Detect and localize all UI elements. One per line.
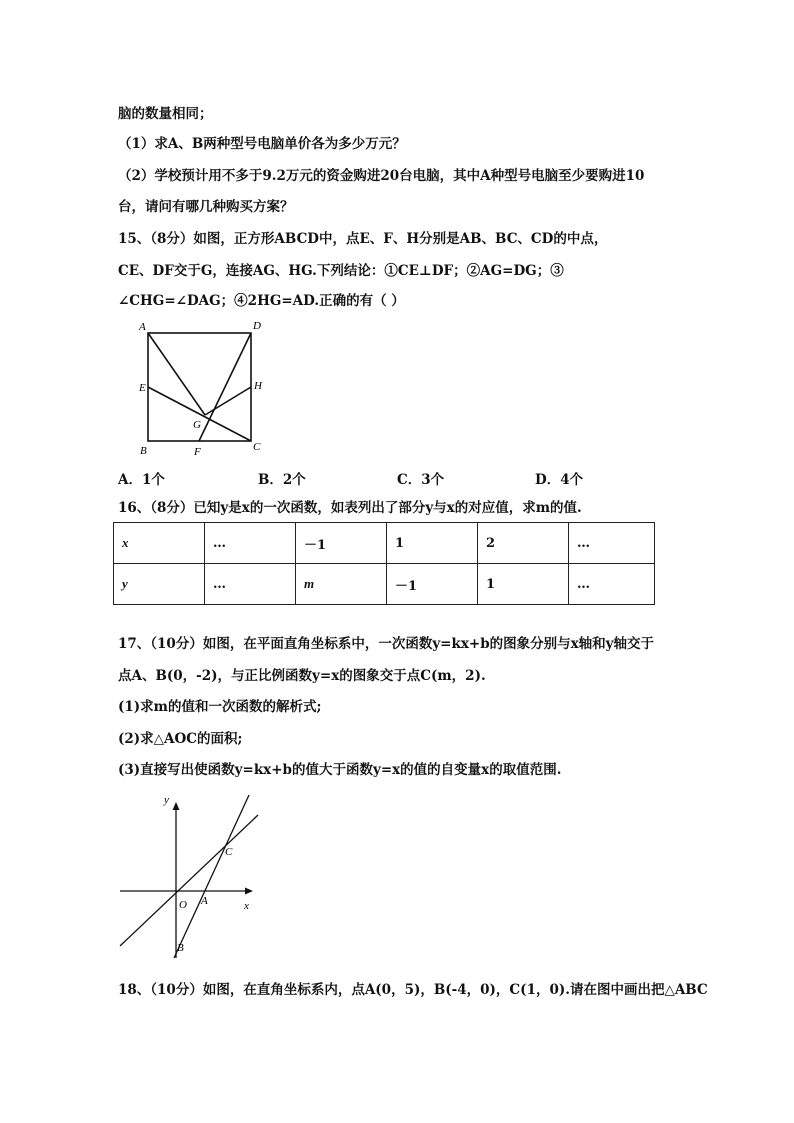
table-row — [114, 523, 655, 564]
table-cell: … — [205, 564, 296, 605]
table-cell: … — [205, 523, 296, 564]
label-C: C — [225, 846, 233, 858]
q14-part2-line2: 台，请问有哪几种购买方案？ — [118, 199, 294, 215]
label-C: C — [253, 441, 261, 453]
label-A: A — [139, 321, 146, 333]
label-B: B — [140, 445, 147, 457]
q17-part2: (2)求△AOC的面积; — [118, 731, 243, 747]
table-cell: 1 — [478, 564, 569, 605]
label-B: B — [177, 942, 184, 954]
label-y: y — [164, 794, 169, 806]
table-cell: x — [114, 523, 205, 564]
q16-stem: 16、（8分）已知y是x的一次函数，如表列出了部分y与x的对应值，求m的值. — [118, 500, 582, 516]
q15-square-figure — [130, 318, 270, 458]
q14-part1: （1）求A、B两种型号电脑单价各为多少万元？ — [118, 136, 406, 152]
table-cell: m — [296, 564, 387, 605]
q15-option-b: B．2个 — [258, 472, 306, 488]
label-x: x — [244, 900, 249, 912]
q17-stem-line1: 17、（10分）如图，在平面直角坐标系中，一次函数y=kx+b的图象分别与x轴和y轴交于 — [118, 636, 655, 652]
q17-part3: (3)直接写出使函数y=kx+b的值大于函数y=x的值的自变量x的取值范围. — [118, 762, 562, 778]
label-D: D — [253, 320, 261, 332]
table-cell: … — [569, 523, 655, 564]
label-A: A — [201, 895, 208, 907]
table-cell: －1 — [387, 564, 478, 605]
q17-coordinate-figure — [115, 790, 265, 960]
label-F: F — [194, 446, 201, 458]
q17-part1: (1)求m的值和一次函数的解析式; — [118, 699, 322, 715]
q16-value-table — [113, 522, 655, 605]
q15-stem-line1: 15、（8分）如图，正方形ABCD中，点E、F、H分别是AB、BC、CD的中点， — [118, 231, 608, 247]
q18-stem-line1: 18、（10分）如图，在直角坐标系内，点A(0，5)，B(-4，0)，C(1，0).请在图中画出把△ABC — [118, 982, 708, 998]
q15-stem-line3: ∠CHG=∠DAG；④2HG=AD.正确的有（ ） — [118, 293, 405, 309]
q15-option-d: D．4个 — [535, 472, 584, 488]
q15-option-c: C．3个 — [397, 472, 445, 488]
q14-continuation: 脑的数量相同； — [118, 106, 213, 122]
q14-part2-line1: （2）学校预计用不多于9.2万元的资金购进20台电脑，其中A种型号电脑至少要购进10 — [118, 168, 645, 184]
label-E: E — [139, 382, 146, 394]
q17-stem-line2: 点A、B(0，-2)，与正比例函数y=x的图象交于点C(m，2). — [118, 668, 486, 684]
table-cell: －1 — [296, 523, 387, 564]
table-row — [114, 564, 655, 605]
label-O: O — [179, 899, 187, 911]
table-cell: 1 — [387, 523, 478, 564]
table-cell: … — [569, 564, 655, 605]
table-cell: 2 — [478, 523, 569, 564]
label-H: H — [254, 380, 262, 392]
label-G: G — [193, 419, 201, 431]
table-cell: y — [114, 564, 205, 605]
q15-stem-line2: CE、DF交于G，连接AG、HG.下列结论：①CE⊥DF；②AG=DG；③ — [118, 263, 564, 279]
q15-option-a: A．1个 — [118, 472, 165, 488]
